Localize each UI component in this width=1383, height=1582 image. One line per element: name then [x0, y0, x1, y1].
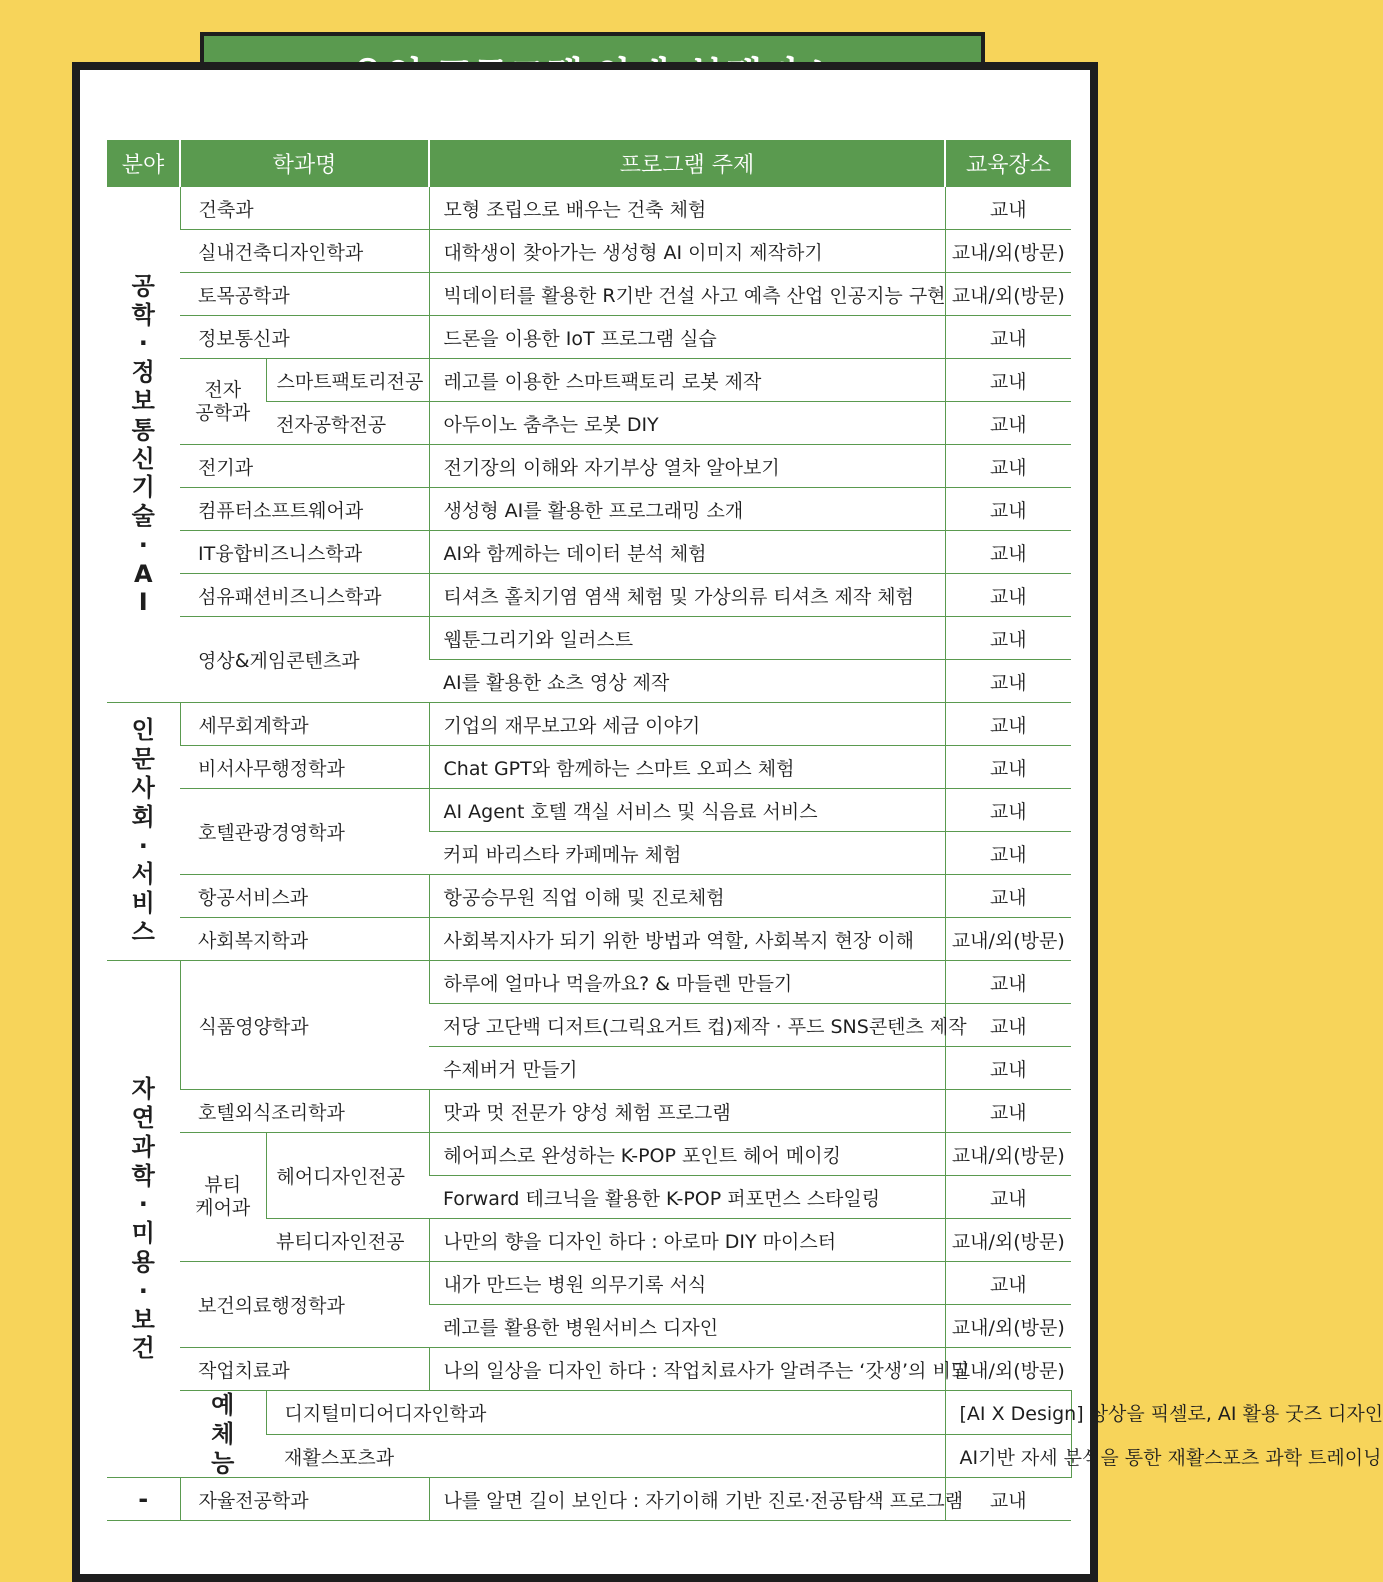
dept-group-line2: 케어과 [195, 1197, 251, 1219]
program-place: 교내/외(방문) [945, 1219, 1071, 1262]
category-char: 미 [131, 1219, 155, 1248]
table-row [107, 703, 1071, 746]
program-topic: AI Agent 호텔 객실 서비스 및 식음료 서비스 [429, 789, 945, 832]
program-place: 교내 [945, 402, 1071, 445]
department: 항공서비스과 [180, 875, 429, 918]
program-topic: 커피 바리스타 카페메뉴 체험 [429, 832, 945, 875]
category-char: 용 [131, 1247, 155, 1276]
category-char: 문 [131, 745, 155, 774]
program-place: 교내 [945, 1090, 1071, 1133]
program-place: 교내 [945, 1262, 1071, 1305]
dept-group [180, 1133, 266, 1262]
category-char: 신 [131, 444, 155, 473]
department: 컴퓨터소프트웨어과 [180, 488, 429, 531]
table-row [107, 316, 1071, 359]
table-row [107, 230, 1071, 273]
table-row [107, 1478, 1071, 1521]
program-topic: 사회복지사가 되기 위한 방법과 역할, 사회복지 현장 이해 [429, 918, 945, 961]
category-char: · [138, 1276, 148, 1305]
department: 작업치료과 [180, 1348, 429, 1391]
category-char: 비 [131, 889, 155, 918]
department: 건축과 [180, 187, 429, 230]
program-place: 교내 [945, 1004, 1071, 1047]
dept-group-line1: 전자 [204, 378, 242, 401]
department: 영상&게임콘텐츠과 [180, 617, 429, 703]
category-label [180, 1391, 266, 1477]
header-dept: 학과명 [180, 140, 429, 187]
table-row [107, 617, 1071, 660]
category-char: 연 [131, 1104, 155, 1132]
category-label [107, 1075, 180, 1363]
program-topic: 레고를 이용한 스마트팩토리 로봇 제작 [429, 359, 945, 402]
program-place: 교내 [945, 531, 1071, 574]
category-char: 공 [131, 271, 155, 300]
table-row [107, 531, 1071, 574]
table-row [107, 574, 1071, 617]
sub-major: 뷰티디자인전공 [266, 1219, 429, 1262]
department: 정보통신과 [180, 316, 429, 359]
category-char: 예 [211, 1391, 235, 1419]
program-topic: AI기반 자세 분석을 통한 재활스포츠 과학 트레이닝 [945, 1434, 1071, 1478]
category-label [107, 716, 180, 946]
program-topic: 레고를 활용한 병원서비스 디자인 [429, 1305, 945, 1348]
program-topic: 모형 조립으로 배우는 건축 체험 [429, 187, 945, 230]
department: 섬유패션비즈니스학과 [180, 574, 429, 617]
category-char: · [138, 1190, 148, 1219]
table-row [107, 961, 1071, 1004]
program-topic: 내가 만드는 병원 의무기록 서식 [429, 1262, 945, 1305]
category-char: 술 [131, 502, 155, 531]
department: IT융합비즈니스학과 [180, 531, 429, 574]
department: 실내건축디자인학과 [180, 230, 429, 273]
program-topic: 나의 일상을 디자인 하다 : 작업치료사가 알려주는 ‘갓생’의 비밀 [429, 1348, 945, 1391]
program-topic: 기업의 재무보고와 세금 이야기 [429, 703, 945, 746]
program-place: 교내 [945, 1478, 1071, 1521]
program-place: 교내 [945, 703, 1071, 746]
category-char: 건 [131, 1334, 155, 1363]
department: 토목공학과 [180, 273, 429, 316]
department: 호텔외식조리학과 [180, 1090, 429, 1133]
category-char: 과 [131, 1132, 155, 1161]
program-topic: 전기장의 이해와 자기부상 열차 알아보기 [429, 445, 945, 488]
program-place: 교내 [945, 746, 1071, 789]
program-topic: 수제버거 만들기 [429, 1047, 945, 1090]
table-row [107, 359, 1071, 402]
category-char: 회 [131, 802, 155, 831]
program-topic: 맛과 멋 전문가 양성 체험 프로그램 [429, 1090, 945, 1133]
program-topic: 나를 알면 길이 보인다 : 자기이해 기반 진로·전공탐색 프로그램 [429, 1478, 945, 1521]
dept-group-line1: 뷰티 [204, 1174, 242, 1197]
program-place: 교내 [945, 789, 1071, 832]
table-row [107, 1090, 1071, 1133]
table-row [107, 746, 1071, 789]
category-char: A [133, 559, 153, 588]
table-row [107, 273, 1071, 316]
category-char: 체 [211, 1419, 235, 1448]
program-topic: [AI X Design] 상상을 픽셀로, AI 활용 굿즈 디자인 [945, 1391, 1071, 1435]
header-place: 교육장소 [945, 140, 1071, 187]
department: 보건의료행정학과 [180, 1262, 429, 1348]
program-place: 교내 [945, 574, 1071, 617]
category-nat [107, 961, 180, 1478]
department: 디지털미디어디자인학과 [266, 1391, 945, 1435]
table-row [107, 918, 1071, 961]
program-place: 교내 [945, 660, 1071, 703]
program-place: 교내 [945, 187, 1071, 230]
program-place: 교내 [945, 961, 1071, 1004]
table-row [107, 445, 1071, 488]
table-row [107, 488, 1071, 531]
program-topic: 나만의 향을 디자인 하다 : 아로마 DIY 마이스터 [429, 1219, 945, 1262]
department: 비서사무행정학과 [180, 746, 429, 789]
category-art [180, 1391, 266, 1478]
category-char: 학 [131, 300, 155, 329]
program-topic: 드론을 이용한 IoT 프로그램 실습 [429, 316, 945, 359]
table-row [107, 1262, 1071, 1305]
category-char: 통 [131, 415, 155, 444]
header-topic: 프로그램 주제 [429, 140, 945, 187]
program-topic: 대학생이 찾아가는 생성형 AI 이미지 제작하기 [429, 230, 945, 273]
program-topic: 빅데이터를 활용한 R기반 건설 사고 예측 산업 인공지능 구현 [429, 273, 945, 316]
category-char: 인 [131, 716, 155, 745]
program-topic: 생성형 AI를 활용한 프로그래밍 소개 [429, 488, 945, 531]
program-place: 교내 [945, 832, 1071, 875]
program-place: 교내 [945, 359, 1071, 402]
category-char: 학 [131, 1161, 155, 1190]
program-table [107, 140, 1383, 1521]
program-place: 교내 [945, 617, 1071, 660]
program-topic: Chat GPT와 함께하는 스마트 오피스 체험 [429, 746, 945, 789]
category-eng [107, 187, 180, 703]
header-field: 분야 [107, 140, 180, 187]
program-place: 교내/외(방문) [945, 273, 1071, 316]
dept-group [180, 359, 266, 445]
program-topic: 저당 고단백 디저트(그릭요거트 컵)제작 · 푸드 SNS콘텐츠 제작 [429, 1004, 945, 1047]
program-topic: 티셔츠 홀치기염 염색 체험 및 가상의류 티셔츠 제작 체험 [429, 574, 945, 617]
program-place: 교내 [945, 875, 1071, 918]
program-topic: Forward 테크닉을 활용한 K-POP 퍼포먼스 스타일링 [429, 1176, 945, 1219]
category-char: 사 [131, 773, 155, 802]
program-topic: AI를 활용한 쇼츠 영상 제작 [429, 660, 945, 703]
category-char: 스 [131, 917, 155, 946]
sub-major: 스마트팩토리전공 [266, 359, 429, 402]
category-char: - [138, 1484, 149, 1513]
category-char: 능 [211, 1448, 235, 1477]
program-topic: 아두이노 춤추는 로봇 DIY [429, 402, 945, 445]
program-topic: 항공승무원 직업 이해 및 진로체험 [429, 875, 945, 918]
category-char: 보 [131, 386, 155, 415]
program-place: 교내 [945, 1176, 1071, 1219]
department: 식품영양학과 [180, 961, 429, 1090]
department: 자율전공학과 [180, 1478, 429, 1521]
category-char: 기 [131, 473, 155, 502]
sub-major: 헤어디자인전공 [266, 1133, 429, 1219]
program-place: 교내/외(방문) [945, 1305, 1071, 1348]
program-place: 교내/외(방문) [945, 918, 1071, 961]
dept-group-line2: 공학과 [195, 401, 251, 424]
table-row [107, 187, 1071, 230]
category-free [107, 1478, 180, 1521]
category-label [107, 1485, 180, 1514]
category-char: · [138, 831, 148, 860]
table-row [107, 875, 1071, 918]
table-row [107, 1348, 1071, 1391]
category-char: 서 [131, 860, 155, 889]
program-topic: 웹툰그리기와 일러스트 [429, 617, 945, 660]
sub-major: 전자공학전공 [266, 402, 429, 445]
department: 세무회계학과 [180, 703, 429, 746]
category-char: · [138, 329, 148, 358]
table-row [107, 1133, 1071, 1176]
program-topic: AI와 함께하는 데이터 분석 체험 [429, 531, 945, 574]
program-place: 교내 [945, 316, 1071, 359]
program-place: 교내/외(방문) [945, 230, 1071, 273]
program-topic: 헤어피스로 완성하는 K-POP 포인트 헤어 메이킹 [429, 1133, 945, 1176]
table-row [107, 1391, 1071, 1435]
department: 사회복지학과 [180, 918, 429, 961]
table-header [107, 140, 1071, 187]
department: 전기과 [180, 445, 429, 488]
program-place: 교내/외(방문) [945, 1348, 1071, 1391]
program-topic: 하루에 얼마나 먹을까요? & 마들렌 만들기 [429, 961, 945, 1004]
department: 호텔관광경영학과 [180, 789, 429, 875]
category-hum [107, 703, 180, 961]
department: 재활스포츠과 [266, 1434, 945, 1478]
category-char: I [138, 588, 148, 617]
category-char: 자 [131, 1075, 155, 1104]
category-char: 정 [131, 358, 155, 387]
program-place: 교내 [945, 488, 1071, 531]
category-label [107, 272, 180, 618]
program-place: 교내 [945, 1047, 1071, 1090]
category-char: 보 [131, 1305, 155, 1334]
program-place: 교내 [945, 445, 1071, 488]
table-row [107, 789, 1071, 832]
category-char: · [138, 530, 148, 559]
program-place: 교내/외(방문) [945, 1133, 1071, 1176]
